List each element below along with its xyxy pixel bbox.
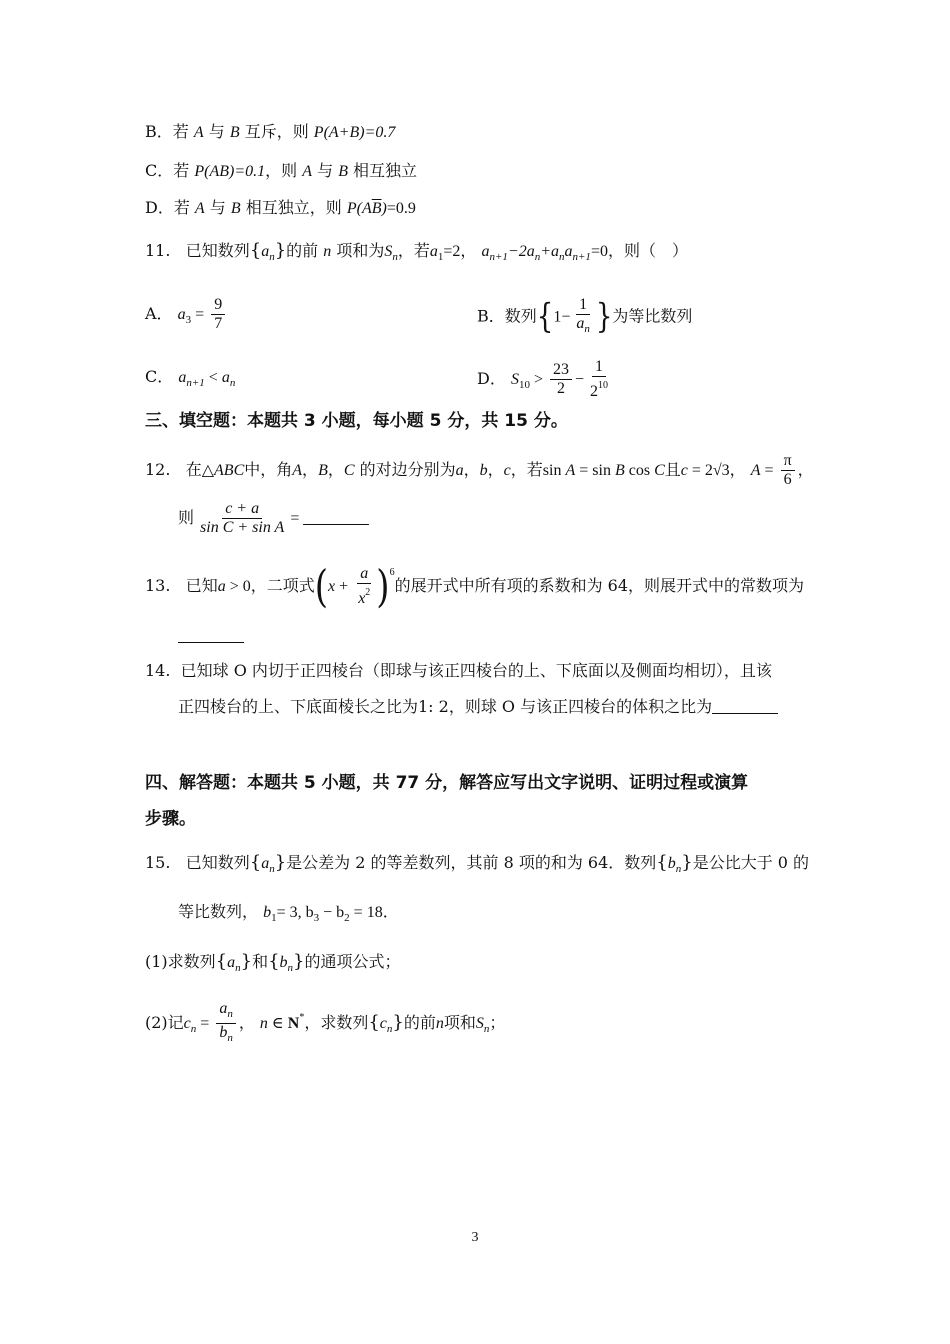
section-4-title-line1: 四、解答题：本题共 5 小题，共 77 分，解答应写出文字说明、证明过程或演算 bbox=[145, 773, 749, 793]
q14-line2: 正四棱台的上、下底面棱长之比为1: 2，则球 O 与该正四棱台的体积之比为 bbox=[178, 696, 778, 718]
q13-line2 bbox=[178, 625, 244, 647]
q14-answer-blank[interactable] bbox=[712, 699, 778, 714]
q10-option-b: B．若 A 与 B 互斥，则 P(A+B)=0.7 bbox=[145, 122, 396, 141]
q11-option-d: D． $S_{10}$ > $\frac{23}{2}$ − $\frac{1}{2^{10}}$ bbox=[477, 358, 608, 400]
q12-stem: 12. 在△ABC中，角A，B，C 的对边分别为a，b，c，若sin A = sin B cos C且c = 2√3， A = $\frac{\pi}{6}$ ， bbox=[145, 452, 814, 488]
q13-stem: 13. 已知a > 0，二项式(x + $\frac{a}{x^2}$ )$^6$的展开式中所有项的系数和为 64，则展开式中的常数项为 bbox=[145, 560, 805, 613]
q11-option-c: C． $a_{n+1} < a_n$ bbox=[145, 367, 236, 389]
q12-answer-blank[interactable] bbox=[303, 510, 369, 525]
q11-option-a: A． $a_3$ = $\frac{9}{7}$ bbox=[145, 296, 228, 333]
q14-line1: 14. 已知球 O 内切于正四棱台（即球与该正四棱台的上、下底面以及侧面均相切），且该 bbox=[145, 661, 772, 680]
page-number: 3 bbox=[471, 1230, 479, 1245]
q10-option-d: D．若 A 与 B 相互独立，则 $P(A\overline{B})=0.9$ bbox=[145, 198, 416, 217]
q11-option-b: B．数列{1− $\frac{1}{a_n}$ }为等比数列 bbox=[477, 296, 693, 337]
section-3-title: 三、填空题：本题共 3 小题，每小题 5 分，共 15 分。 bbox=[145, 411, 568, 431]
q15-part2: (2)记$c_n$ = $\frac{a_n}{b_n}$ ， n ∈ N*，求数列$\{c_n\}$的前n项和$S_n$； bbox=[145, 1000, 506, 1044]
q12-line2: 则 $\frac{c + a}{\text{sin C + sin A}}$ = bbox=[178, 500, 369, 537]
q13-answer-blank[interactable] bbox=[178, 628, 244, 643]
q15-line2: 等比数列， $b_1= 3$, $b_3 - b_2 = 18$． bbox=[178, 902, 399, 924]
q15-part1: (1)求数列$\{a_n\}$和$\{b_n\}$的通项公式； bbox=[145, 951, 401, 974]
q11-stem: 11. 已知数列$\{a_n\}$的前 n 项和为$S_n$，若$a_1=2$， $a_{n+1}-2a_n+a_na_{n+1}=0$，则（ ） bbox=[145, 240, 688, 263]
q10-option-c: C．若 P(AB)=0.1，则 A 与 B 相互独立 bbox=[145, 161, 418, 180]
section-4-title-line2: 步骤。 bbox=[145, 809, 196, 829]
q15-line1: 15. 已知数列$\{a_n\}$是公差为 2 的等差数列，其前 8 项的和为 64．数列$\{b_n\}$是公比大于 0 的 bbox=[145, 852, 810, 875]
